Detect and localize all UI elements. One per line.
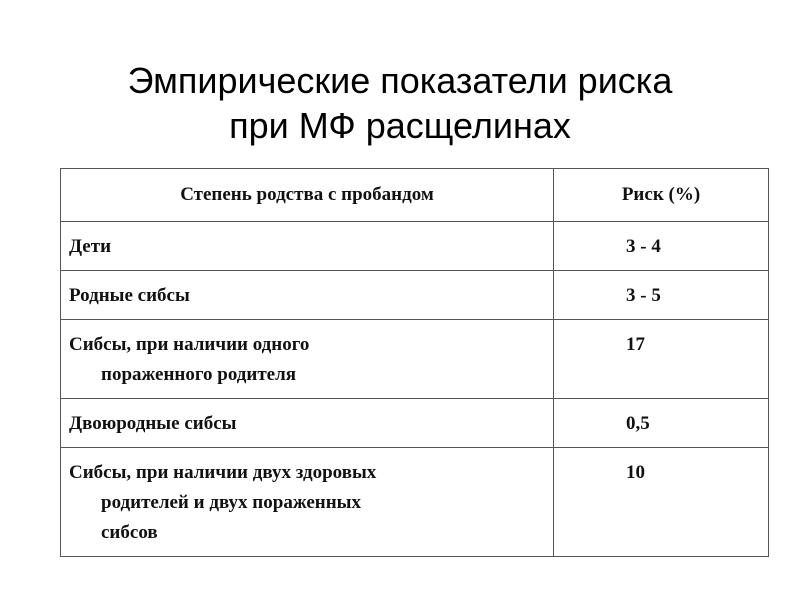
risk-table — [60, 168, 769, 557]
relation-text: Родные сибсы — [69, 285, 190, 306]
table-row — [61, 222, 769, 271]
table-row — [61, 320, 769, 399]
relation-text-continued: родителей и двух пораженных — [101, 492, 362, 513]
relation-text-continued: пораженного родителя — [101, 364, 297, 385]
relation-text: Двоюродные сибсы — [69, 413, 237, 434]
relation-text: Сибсы, при наличии двух здоровых — [69, 462, 377, 483]
slide-title-line1: Эмпирические показатели риска — [127, 60, 673, 101]
table-header-row — [61, 169, 769, 222]
relation-text: Сибсы, при наличии одного — [69, 334, 310, 355]
relation-text: Дети — [69, 236, 112, 257]
relation-cell — [61, 271, 554, 320]
slide-title — [0, 58, 800, 148]
relation-cell — [61, 222, 554, 271]
header-relation: Степень родства с пробандом — [61, 169, 554, 222]
relation-cell — [61, 448, 554, 557]
slide-title-line2: при МФ расщелинах — [229, 105, 571, 146]
risk-cell: 3 - 4 — [554, 222, 769, 271]
risk-cell: 3 - 5 — [554, 271, 769, 320]
table-row — [61, 399, 769, 448]
relation-text-continued: сибсов — [101, 522, 158, 543]
relation-cell — [61, 399, 554, 448]
risk-cell: 0,5 — [554, 399, 769, 448]
header-risk: Риск (%) — [554, 169, 769, 222]
table-row — [61, 448, 769, 557]
relation-cell — [61, 320, 554, 399]
risk-cell: 17 — [554, 320, 769, 399]
table-row — [61, 271, 769, 320]
risk-cell: 10 — [554, 448, 769, 557]
